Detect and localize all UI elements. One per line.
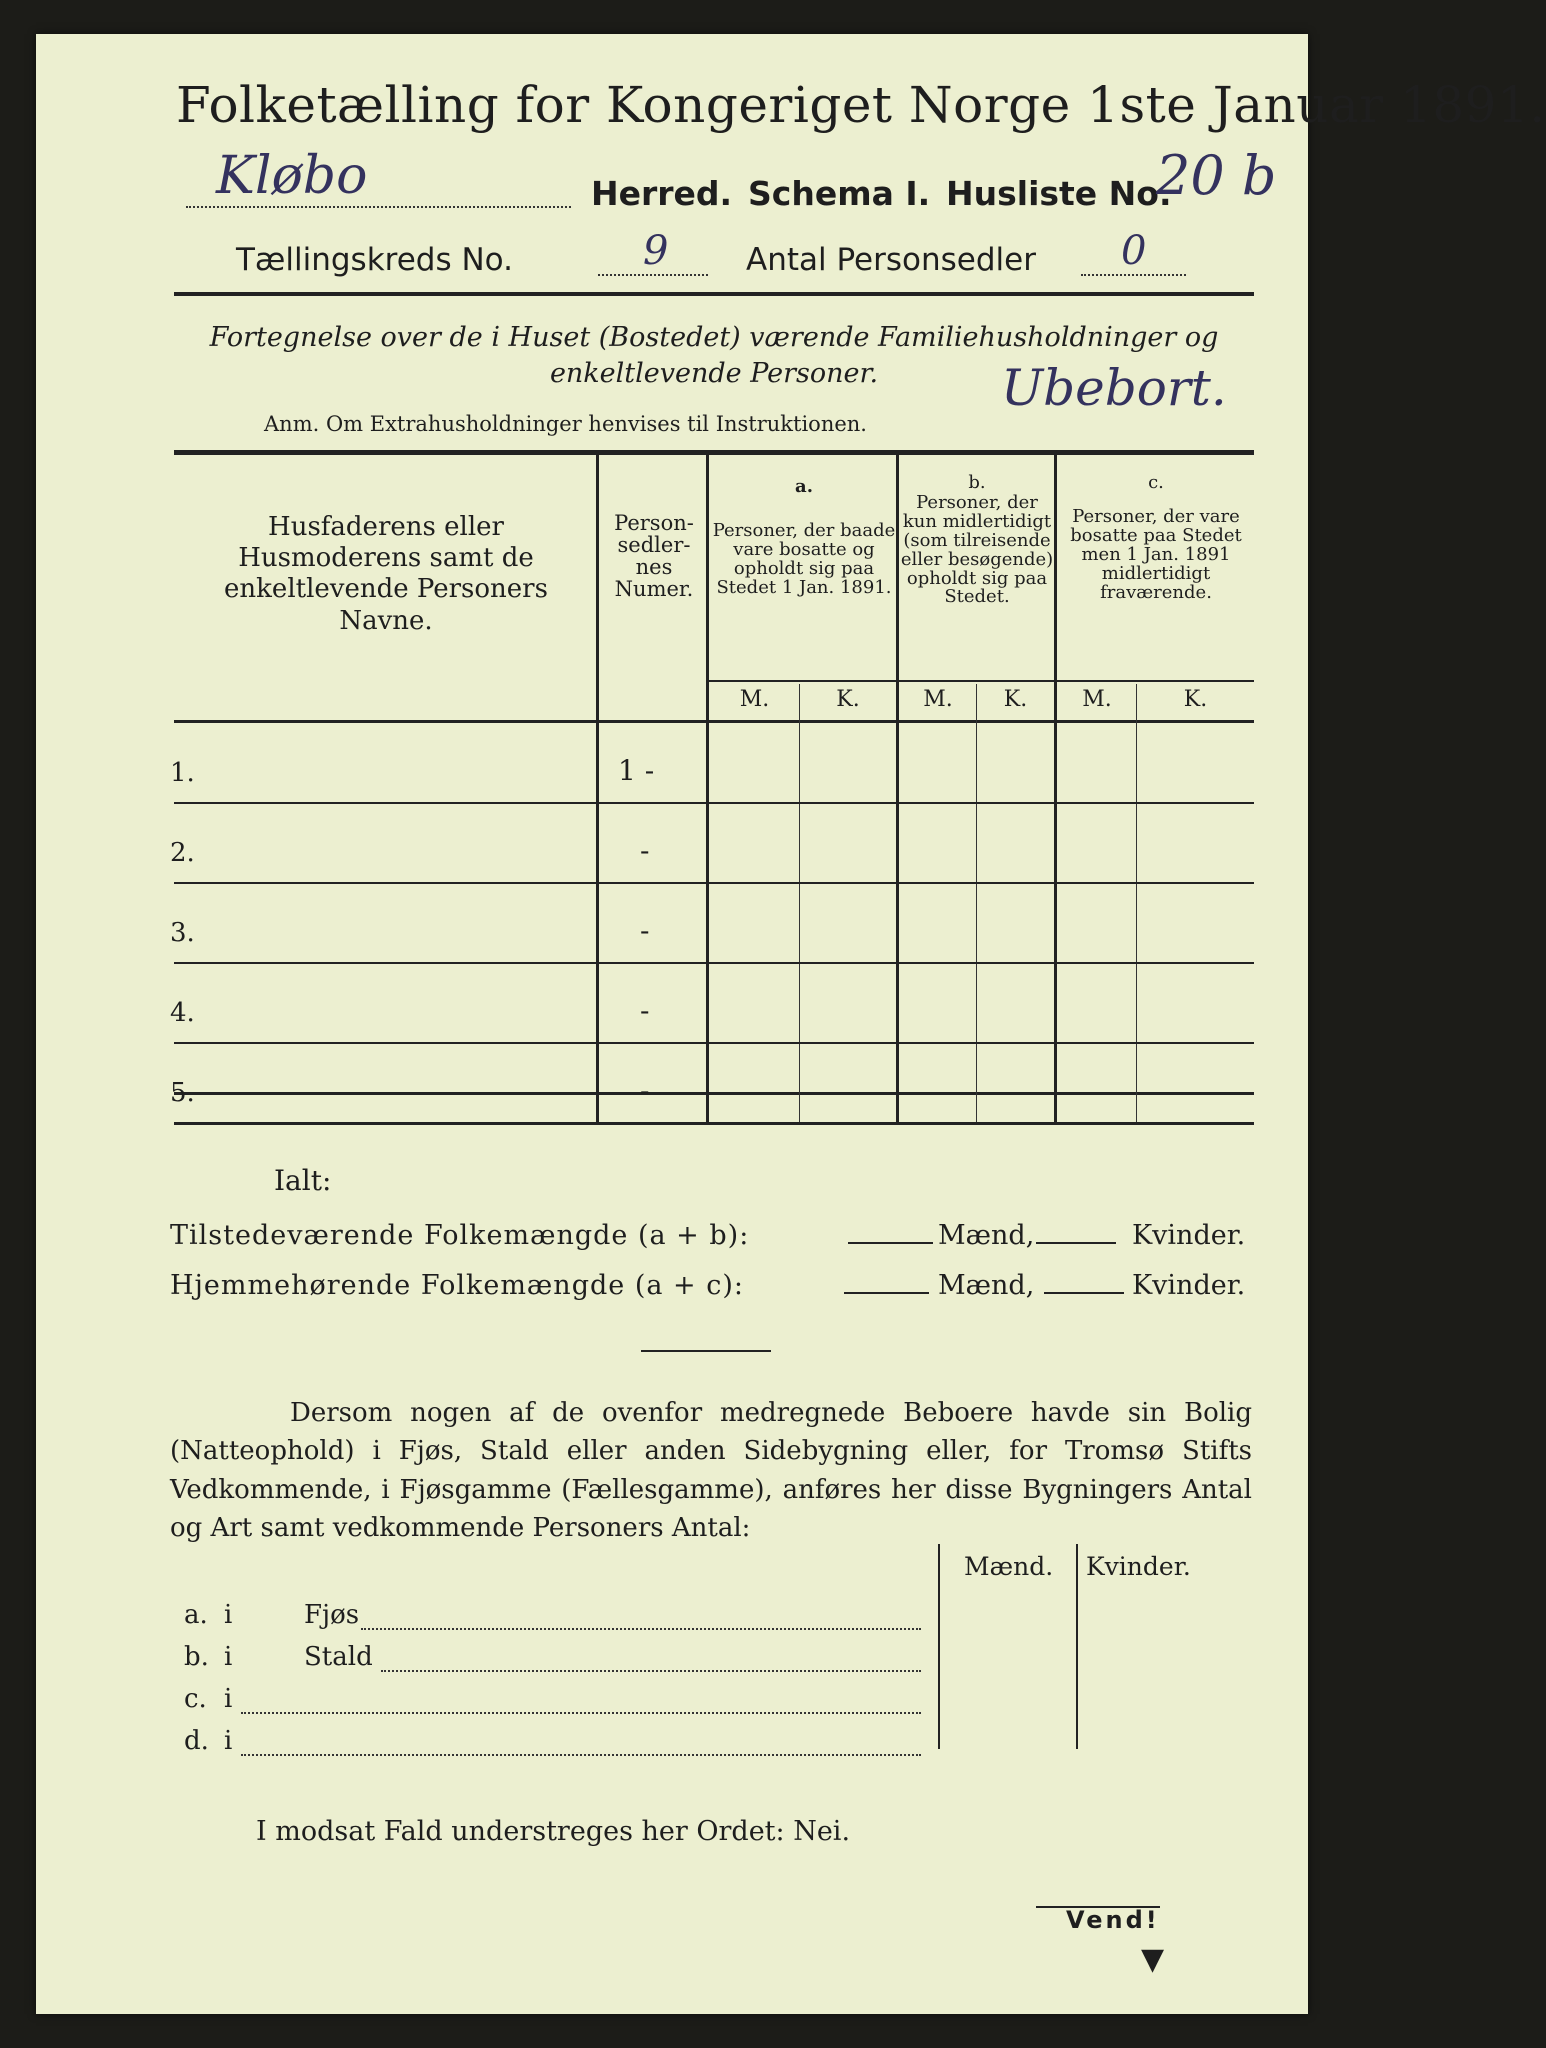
row-number: 5. <box>170 1078 195 1108</box>
item-i: i <box>224 1642 233 1672</box>
col-c-mk-divider <box>1136 684 1137 1123</box>
row-number: 3. <box>170 918 195 948</box>
row-num: - <box>640 1074 650 1107</box>
hjemme-kvinder-blank <box>1044 1292 1124 1294</box>
col-divider-3 <box>896 455 899 1123</box>
col-b-m: M. <box>923 687 953 712</box>
item-fill <box>241 1726 921 1756</box>
col-a-m: M. <box>739 687 770 712</box>
subtitle: Fortegnelse over de i Huset (Bostedet) værende Familiehusholdninger og enkeltlevende Personer. <box>209 322 1219 390</box>
tilstede-kvinder: Kvinder. <box>1132 1220 1246 1251</box>
antal-value: 0 <box>1121 228 1147 274</box>
col-a-letter: a. <box>795 476 813 497</box>
hjemme-kvinder: Kvinder. <box>1132 1270 1246 1301</box>
col-b-header: Personer, der kun midlertidigt (som tilreisende eller besøgende) opholdt sig paa Stedet. <box>900 492 1054 608</box>
handwritten-note: Ubebort. <box>1001 359 1227 417</box>
taellingskreds-field <box>598 228 708 276</box>
form-title: Folketælling for Kongeriget Norge 1ste Januar 1891. <box>176 76 1546 134</box>
item-i: i <box>224 1600 233 1630</box>
antal-label: Antal Personsedler <box>746 242 1036 278</box>
section-divider <box>641 1350 771 1352</box>
tilstede-maend-blank <box>848 1242 933 1244</box>
col-divider-1 <box>596 455 599 1123</box>
census-form <box>36 34 1546 2014</box>
col-name-header: Husfaderens eller Husmoderens samt de enkeltlevende Personers Navne. <box>224 512 548 636</box>
taellingskreds-label: Tællingskreds No. <box>236 242 513 278</box>
item-fill <box>241 1684 921 1714</box>
item-name: Fjøs <box>304 1600 360 1630</box>
buildings-divider-1 <box>938 1544 940 1749</box>
col-c-k: K. <box>1183 687 1208 712</box>
vend-label: Vend! <box>1066 1906 1160 1934</box>
item-fill <box>381 1642 921 1672</box>
antal-field <box>1081 228 1186 276</box>
col-b-mk-divider <box>976 684 977 1123</box>
item-letter: d. <box>184 1726 209 1756</box>
col-c-m: M. <box>1082 687 1112 712</box>
tilstede-label: Tilstedeværende Folkemængde (a + b): <box>170 1220 750 1251</box>
row-num: - <box>640 914 650 947</box>
header-rule <box>174 292 1254 296</box>
herred-label: Herred. <box>591 174 733 213</box>
col-a-mk-divider <box>799 684 800 1123</box>
row-number: 4. <box>170 998 195 1028</box>
row-num: - <box>640 994 650 1027</box>
col-b-k: K. <box>1003 687 1028 712</box>
footer-note: I modsat Fald understreges her Ordet: Nei. <box>256 1816 851 1847</box>
table-top-rule <box>174 450 1254 455</box>
row-line <box>174 802 1254 804</box>
schema-label: Schema I. <box>748 174 931 213</box>
buildings-maend-head: Mænd. <box>964 1552 1054 1581</box>
tilstede-maend: Mænd, <box>938 1220 1035 1251</box>
ialt-label: Ialt: <box>274 1164 332 1197</box>
item-name: Stald <box>304 1642 373 1672</box>
row-number: 1. <box>170 758 195 788</box>
item-letter: b. <box>184 1642 209 1672</box>
col-a-header: Personer, der baade vare bosatte og opholdt sig paa Stedet 1 Jan. 1891. <box>712 520 896 598</box>
tilstede-kvinder-blank <box>1036 1242 1116 1244</box>
item-letter: a. <box>184 1600 208 1630</box>
herred-field <box>186 146 571 208</box>
item-i: i <box>224 1726 233 1756</box>
husliste-value: 20 b <box>1156 144 1277 207</box>
col-a-k: K. <box>836 687 860 712</box>
husliste-label: Husliste No. <box>946 174 1172 213</box>
item-fill <box>361 1600 921 1630</box>
row-line <box>174 882 1254 884</box>
herred-name: Kløbo <box>216 146 368 206</box>
anm-note: Anm. Om Extrahusholdninger henvises til Instruktionen. <box>264 412 867 436</box>
col-divider-2 <box>706 455 709 1123</box>
hjemme-maend-blank <box>844 1292 929 1294</box>
row-number: 2. <box>170 838 195 868</box>
row-line <box>174 1042 1254 1044</box>
col-divider-4 <box>1054 455 1057 1123</box>
table-end-rule <box>174 1122 1254 1125</box>
col-num-header: Person-sedler-nes Numer. <box>614 511 694 602</box>
taellingskreds-value: 9 <box>643 228 669 274</box>
buildings-paragraph: Dersom nogen af de ovenfor medregnede Beboere havde sin Bolig (Natteophold) i Fjøs, Stald eller anden Sidebygning eller, for Tromsø Stifts Vedkommende, i Fjøsgamme (Fællesgamme), anføres her disse Bygningers Antal og Art samt vedkommende Personers Antal: <box>170 1398 1252 1544</box>
row-line <box>174 962 1254 964</box>
table-head-rule <box>174 720 1254 723</box>
hjemme-maend: Mænd, <box>938 1270 1035 1301</box>
buildings-divider-2 <box>1076 1544 1078 1749</box>
table-bottom-rule <box>174 1092 1254 1095</box>
row-num: 1 - <box>618 754 655 787</box>
hjemme-label: Hjemmehørende Folkemængde (a + c): <box>170 1270 744 1301</box>
arrow-down-icon: ▼ <box>1141 1942 1165 1977</box>
item-letter: c. <box>184 1684 207 1714</box>
item-i: i <box>224 1684 233 1714</box>
col-c-header: Personer, der vare bosatte paa Stedet men 1 Jan. 1891 midlertidigt fraværende. <box>1070 506 1242 603</box>
mk-rule <box>708 680 1254 682</box>
col-b-letter: b. <box>968 472 986 493</box>
col-c-letter: c. <box>1148 472 1164 493</box>
row-num: - <box>640 834 650 867</box>
buildings-kvinder-head: Kvinder. <box>1086 1552 1191 1581</box>
